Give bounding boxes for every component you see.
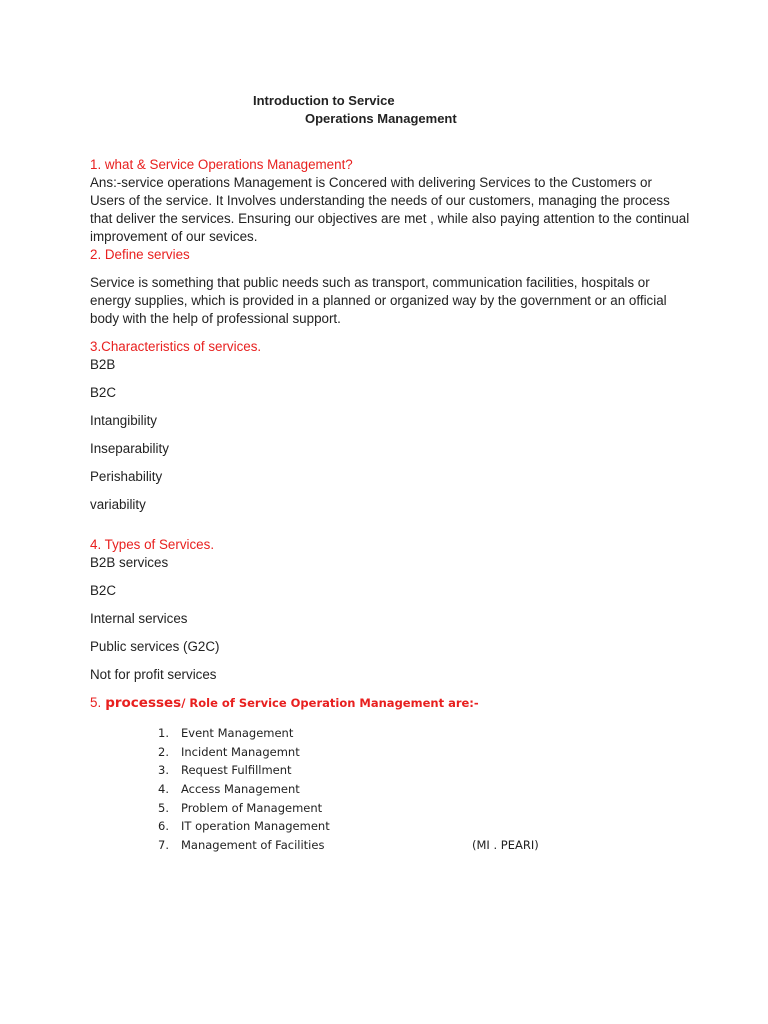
list-item [90,799,690,818]
question-2-answer: Service is something that public needs such as transport, communication facilities, hospitals or energy supplies, which is provided in a planned or organized way by the government or an official body with the help of professional support. [90,275,667,326]
list-text: Access Management [181,782,300,797]
list-item [90,743,690,762]
list-text: Problem of Management [181,800,323,815]
list-number: 2. [158,744,169,759]
author-signature: (MI . PEARI) [472,838,539,853]
question-1-answer: Ans:-service operations Management is Concered with delivering Services to the Customers or Users of the service. It Involves understanding the needs of our customers, managing the process that deliver the services. Ensuring our objectives are met , while also paying attention to the continual improvement of our sevices. [90,175,690,244]
list-item: B2B [90,357,116,372]
question-2-heading: 2. Define servies [90,247,190,262]
list-item [90,761,690,780]
list-text: Event Management [181,726,294,740]
title-line-2: Operations Management [305,111,457,126]
question-1-heading: 1. what & Service Operations Management? [90,157,353,172]
list-number: 5. [158,800,169,815]
list-item: Internal services [90,611,188,626]
list-item: B2B services [90,555,169,570]
question-5-keyword: processes [105,695,182,711]
question-4-heading: 4. Types of Services. [90,537,215,552]
list-item: Inseparability [90,441,169,456]
list-number: 3. [158,763,169,778]
title-line-1: Introduction to Service [253,93,395,108]
list-item [90,724,690,743]
list-number: 7. [158,838,169,853]
question-5-heading [90,694,690,712]
list-number: 1. [158,726,169,740]
list-number: 6. [158,819,169,834]
characteristics-list [90,356,690,514]
list-item: B2C [90,385,117,400]
list-number: 4. [158,782,169,797]
list-item: Intangibility [90,413,157,428]
list-text: Incident Managemnt [181,744,300,759]
list-item: variability [90,497,146,512]
list-item [90,836,690,855]
list-item: Not for profit services [90,667,217,682]
list-item: Perishability [90,469,163,484]
list-text: Request Fulfillment [181,763,292,778]
list-item [90,780,690,799]
service-types-list [90,554,690,684]
processes-list [90,724,690,855]
question-3-heading: 3.Characteristics of services. [90,339,262,354]
list-text: IT operation Management [181,819,330,834]
list-item [90,817,690,836]
question-5-number: 5. [90,695,102,710]
list-text: Management of Facilities [181,838,325,853]
list-item: B2C [90,583,117,598]
question-5-heading-rest: / Role of Service Operation Management are:- [181,696,479,710]
document-body [90,156,690,855]
list-item: Public services (G2C) [90,639,220,654]
